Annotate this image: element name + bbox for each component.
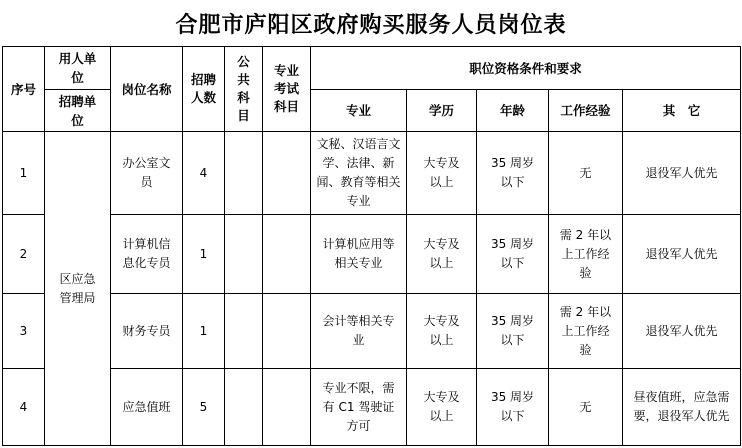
row-education: 大专及以上 bbox=[407, 294, 477, 369]
row-position: 计算机信息化专员 bbox=[111, 215, 183, 294]
position-table bbox=[2, 46, 741, 446]
row-seq: 4 bbox=[3, 369, 45, 446]
row-count: 1 bbox=[183, 215, 225, 294]
row-seq: 3 bbox=[3, 294, 45, 369]
row-experience: 无 bbox=[549, 132, 623, 215]
row-major: 专业不限，需有 C1 驾驶证方可 bbox=[311, 369, 407, 446]
row-age: 35 周岁以下 bbox=[477, 294, 549, 369]
header-recruiter: 招聘单位 bbox=[45, 90, 111, 132]
header-other: 其 它 bbox=[623, 90, 741, 132]
row-experience: 需 2 年以上工作经验 bbox=[549, 215, 623, 294]
row-position: 财务专员 bbox=[111, 294, 183, 369]
header-count: 招聘人数 bbox=[183, 47, 225, 132]
row-position: 应急值班 bbox=[111, 369, 183, 446]
row-experience: 无 bbox=[549, 369, 623, 446]
row-major-exam bbox=[263, 369, 311, 446]
row-other: 退役军人优先 bbox=[623, 215, 741, 294]
row-education: 大专及以上 bbox=[407, 369, 477, 446]
row-education: 大专及以上 bbox=[407, 132, 477, 215]
row-count: 5 bbox=[183, 369, 225, 446]
row-seq: 1 bbox=[3, 132, 45, 215]
table-row bbox=[3, 215, 741, 294]
department-cell: 区应急管理局 bbox=[45, 132, 111, 446]
row-age: 35 周岁以下 bbox=[477, 215, 549, 294]
row-other: 退役军人优先 bbox=[623, 132, 741, 215]
table-row bbox=[3, 132, 741, 215]
page-title: 合肥市庐阳区政府购买服务人员岗位表 bbox=[175, 11, 567, 38]
row-count: 4 bbox=[183, 132, 225, 215]
header-public-subject: 公共科目 bbox=[225, 47, 263, 132]
row-public-subject bbox=[225, 132, 263, 215]
header-position: 岗位名称 bbox=[111, 47, 183, 132]
row-major-exam bbox=[263, 132, 311, 215]
row-other: 退役军人优先 bbox=[623, 294, 741, 369]
header-major-exam: 专业考试科目 bbox=[263, 47, 311, 132]
row-major: 计算机应用等相关专业 bbox=[311, 215, 407, 294]
header-employer: 用人单位 bbox=[45, 47, 111, 90]
header-experience: 工作经验 bbox=[549, 90, 623, 132]
row-public-subject bbox=[225, 294, 263, 369]
header-seq: 序号 bbox=[3, 47, 45, 132]
row-public-subject bbox=[225, 369, 263, 446]
header-major: 专业 bbox=[311, 90, 407, 132]
row-public-subject bbox=[225, 215, 263, 294]
table-row bbox=[3, 369, 741, 446]
row-major: 文秘、汉语言文学、法律、新闻、教育等相关专业 bbox=[311, 132, 407, 215]
row-experience: 需 2 年以上工作经验 bbox=[549, 294, 623, 369]
row-age: 35 周岁以下 bbox=[477, 132, 549, 215]
row-position: 办公室文员 bbox=[111, 132, 183, 215]
row-major: 会计等相关专业 bbox=[311, 294, 407, 369]
row-major-exam bbox=[263, 294, 311, 369]
table-row bbox=[3, 294, 741, 369]
header-age: 年龄 bbox=[477, 90, 549, 132]
row-age: 35 周岁以下 bbox=[477, 369, 549, 446]
row-count: 1 bbox=[183, 294, 225, 369]
row-other: 昼夜值班，应急需要，退役军人优先 bbox=[623, 369, 741, 446]
header-education: 学历 bbox=[407, 90, 477, 132]
row-major-exam bbox=[263, 215, 311, 294]
row-education: 大专及以上 bbox=[407, 215, 477, 294]
row-seq: 2 bbox=[3, 215, 45, 294]
header-requirements: 职位资格条件和要求 bbox=[311, 47, 741, 90]
